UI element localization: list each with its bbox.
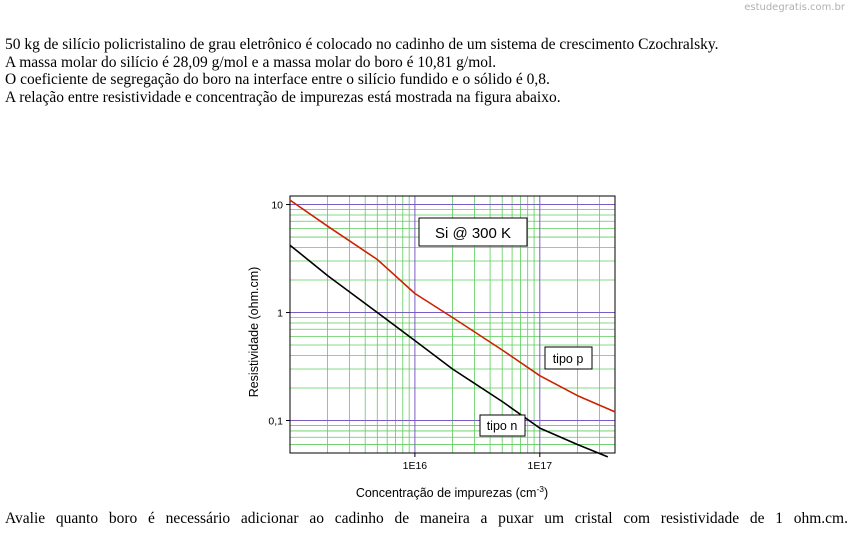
legend-tipo-p-label: tipo p: [552, 352, 584, 366]
x-axis-label: [356, 484, 548, 500]
y-tick-label-1: 1: [277, 307, 283, 320]
x-axis-label-main: Concentração de impurezas (cm: [355, 486, 537, 500]
site-watermark: estudegratis.com.br: [744, 2, 845, 13]
legend-tipo-p: [545, 347, 592, 369]
question-text: Avalie quanto boro é necessário adicionar ao cadinho de maneira a puxar um cristal com resistividade de 1 ohm.cm.: [5, 510, 848, 527]
resistivity-chart: [240, 186, 630, 504]
x-tick-label-1: 1E17: [527, 460, 553, 472]
legend-tipo-n: [480, 415, 525, 436]
problem-line-4: A relação entre resistividade e concentração de impurezas está mostrada na figura abaixo.: [5, 88, 561, 106]
problem-line-1: 50 kg de silício policristalino de grau eletrônico é colocado no cadinho de um sistema de crescimento Czochralsky.: [5, 36, 719, 53]
annotation-label: Si @ 300 K: [434, 225, 512, 242]
problem-statement: [5, 36, 845, 106]
y-tick-label-2: 0,1: [268, 415, 283, 428]
y-tick-label-0: 10: [271, 199, 283, 212]
problem-line-3: O coeficiente de segregação do boro na interface entre o silício fundido e o sólido é 0,8.: [5, 71, 550, 88]
x-axis-label-end: ): [544, 486, 549, 500]
x-tick-label-0: 1E16: [402, 460, 428, 472]
annotation-box: [419, 218, 527, 246]
legend-tipo-n-label: tipo n: [486, 419, 518, 433]
y-axis-label: Resistividade (ohm.cm): [247, 266, 261, 398]
problem-line-2: A massa molar do silício é 28,09 g/mol e a massa molar do boro é 10,81 g/mol.: [5, 53, 497, 71]
x-axis-label-sup: -3: [536, 484, 545, 494]
